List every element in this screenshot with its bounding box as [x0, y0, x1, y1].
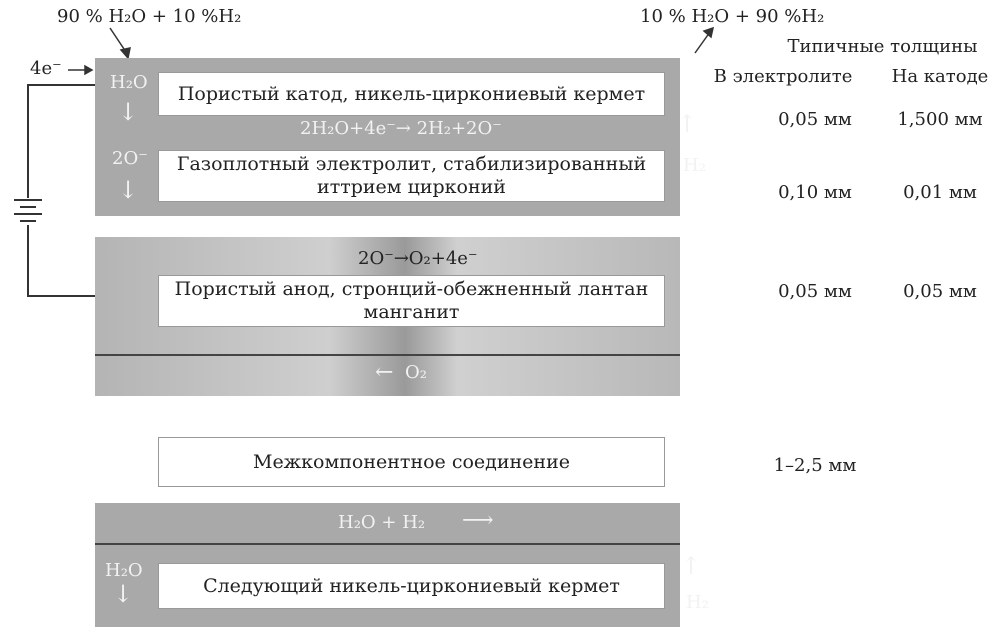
cell: 0,05 мм [903, 281, 977, 302]
h2-label: H₂ [683, 155, 706, 176]
col-electrolyte-header: В электролите [713, 66, 853, 87]
o2-label: O₂ [405, 362, 427, 383]
cell: 0,05 мм [778, 281, 852, 302]
right-arrow-icon: ⟶ [462, 508, 494, 533]
cell: 1,500 мм [897, 109, 983, 130]
anode-label-2: манганит [363, 301, 460, 323]
flow-label: H₂O + H₂ [338, 512, 426, 533]
anode-box [158, 275, 665, 327]
up-arrow-icon: ↑ [677, 110, 698, 138]
up-arrow-icon: ↑ [681, 552, 702, 580]
cell: 1–2,5 мм [773, 455, 857, 476]
electrolyte-label-1: Газоплотный электролит, стабилизированный [176, 153, 647, 175]
next-cell-divider [95, 543, 680, 545]
down-arrow-icon: ↓ [118, 98, 139, 126]
interconnect-box: Межкомпонентное соединение [158, 437, 665, 487]
next-cermet-box: Следующий никель-циркониевый кермет [158, 563, 665, 609]
wire-bottom [28, 225, 95, 296]
cell: 0,05 мм [778, 109, 852, 130]
down-arrow-icon: ↓ [113, 580, 134, 608]
anode-label-1: Пористый анод, стронций-обежненный лантан [174, 278, 649, 300]
electrons-in-label: 4e⁻ [30, 58, 62, 79]
ion-label: 2O⁻ [112, 148, 148, 169]
down-arrow-icon: ↓ [118, 176, 139, 204]
col-cathode-header: На катоде [891, 66, 989, 87]
left-arrow-icon: ← [375, 360, 394, 385]
anode-divider [95, 354, 680, 356]
cathode-box: Пористый катод, никель-циркониевый кермет [158, 72, 665, 116]
electrolyte-box [158, 150, 665, 202]
inlet-gas-label: 90 % H₂O + 10 %H₂ [57, 6, 242, 27]
wire-top [28, 85, 95, 198]
electrolyte-label-2: иттрием цирконий [317, 176, 506, 198]
h2o-label-2: H₂O [105, 560, 143, 581]
battery-icon [14, 200, 42, 221]
cell: 0,10 мм [778, 182, 852, 203]
h2-label-2: H₂ [686, 592, 709, 613]
cathode-reaction: 2H₂O+4e⁻→ 2H₂+2O⁻ [300, 118, 502, 139]
outlet-gas-label: 10 % H₂O + 90 %H₂ [640, 6, 825, 27]
thickness-title: Типичные толщины [787, 36, 978, 57]
h2o-label: H₂O [110, 72, 148, 93]
anode-reaction: 2O⁻→O₂+4e⁻ [358, 248, 478, 269]
cell: 0,01 мм [903, 182, 977, 203]
